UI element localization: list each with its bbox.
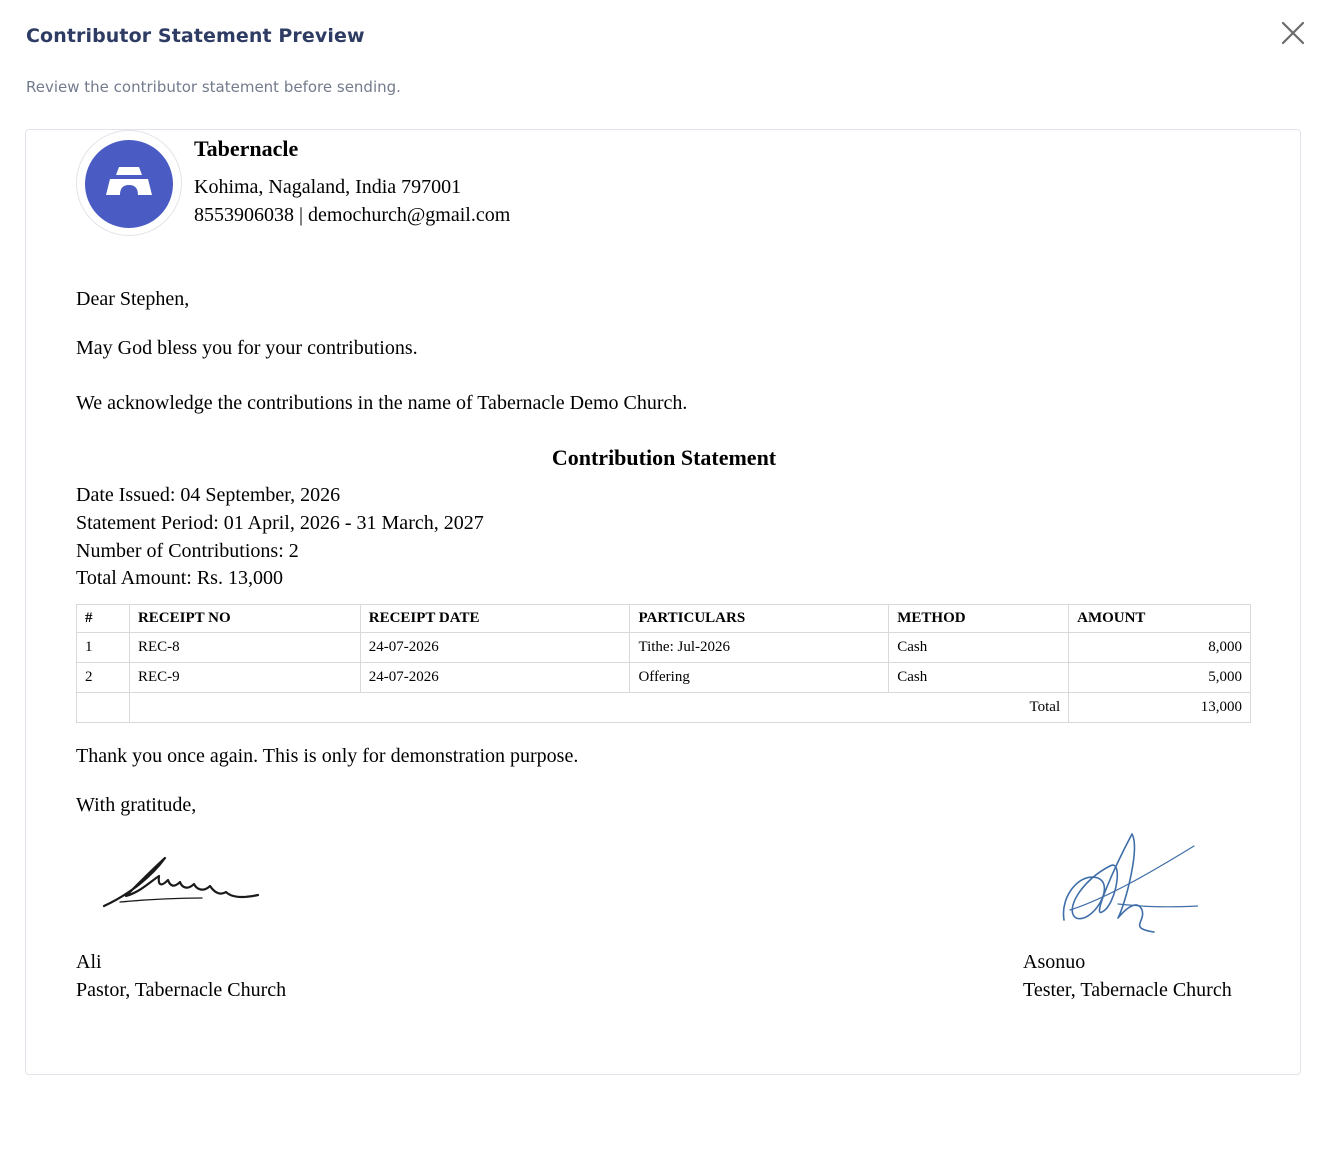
receipt-date: 24-07-2026 xyxy=(360,633,630,663)
signatory-title: Pastor, Tabernacle Church xyxy=(76,979,287,1001)
total-value: 13,000 xyxy=(1069,693,1251,723)
table-row xyxy=(77,633,1251,663)
column-header: METHOD xyxy=(889,605,1069,633)
statement-title: Contribution Statement xyxy=(551,445,777,470)
column-header: RECEIPT DATE xyxy=(360,605,630,633)
method: Cash xyxy=(889,633,1069,663)
org-address: Kohima, Nagaland, India 797001 xyxy=(194,176,462,198)
row-index: 2 xyxy=(77,663,130,693)
column-header: RECEIPT NO xyxy=(129,605,360,633)
date-issued: Date Issued: 04 September, 2026 xyxy=(76,484,341,506)
close-icon xyxy=(1276,18,1310,48)
column-header: PARTICULARS xyxy=(630,605,889,633)
blessing-text: May God bless you for your contributions. xyxy=(76,337,418,359)
total-label: Total xyxy=(129,693,1068,723)
statement-period: Statement Period: 01 April, 2026 - 31 March, 2027 xyxy=(76,512,484,534)
table-total-row xyxy=(77,693,1251,723)
table-header-row xyxy=(77,605,1251,633)
thanks-text: Thank you once again. This is only for demonstration purpose. xyxy=(76,745,579,767)
particulars: Offering xyxy=(630,663,889,693)
particulars: Tithe: Jul-2026 xyxy=(630,633,889,663)
total-spacer-cell xyxy=(77,693,130,723)
closing-text: With gratitude, xyxy=(76,794,197,816)
org-name: Tabernacle xyxy=(194,136,299,161)
signatory-name: Ali xyxy=(76,951,102,973)
receipt-date: 24-07-2026 xyxy=(360,663,630,693)
org-logo xyxy=(76,130,182,236)
signature-icon xyxy=(1058,828,1198,940)
close-button[interactable] xyxy=(1276,18,1310,48)
org-contact: 8553906038 | demochurch@gmail.com xyxy=(194,204,511,226)
method: Cash xyxy=(889,663,1069,693)
row-index: 1 xyxy=(77,633,130,663)
church-logo-icon xyxy=(85,140,173,228)
amount: 5,000 xyxy=(1069,663,1251,693)
signature-icon xyxy=(102,852,262,912)
amount: 8,000 xyxy=(1069,633,1251,663)
receipt-no: REC-8 xyxy=(129,633,360,663)
statement-preview xyxy=(25,129,1301,1075)
total-amount: Total Amount: Rs. 13,000 xyxy=(76,567,283,589)
contribution-count: Number of Contributions: 2 xyxy=(76,540,299,562)
receipt-no: REC-9 xyxy=(129,663,360,693)
column-header: AMOUNT xyxy=(1069,605,1251,633)
greeting: Dear Stephen, xyxy=(76,288,190,310)
signatory-name: Asonuo xyxy=(1023,951,1086,973)
signatory-title: Tester, Tabernacle Church xyxy=(1023,979,1232,1001)
table-row xyxy=(77,663,1251,693)
logo-background xyxy=(85,140,173,228)
receipts-table xyxy=(76,604,1251,723)
acknowledgement-text: We acknowledge the contributions in the name of Tabernacle Demo Church. xyxy=(76,392,688,414)
modal-title: Contributor Statement Preview xyxy=(26,25,365,47)
column-header: # xyxy=(77,605,130,633)
modal-subtitle: Review the contributor statement before sending. xyxy=(26,78,401,96)
